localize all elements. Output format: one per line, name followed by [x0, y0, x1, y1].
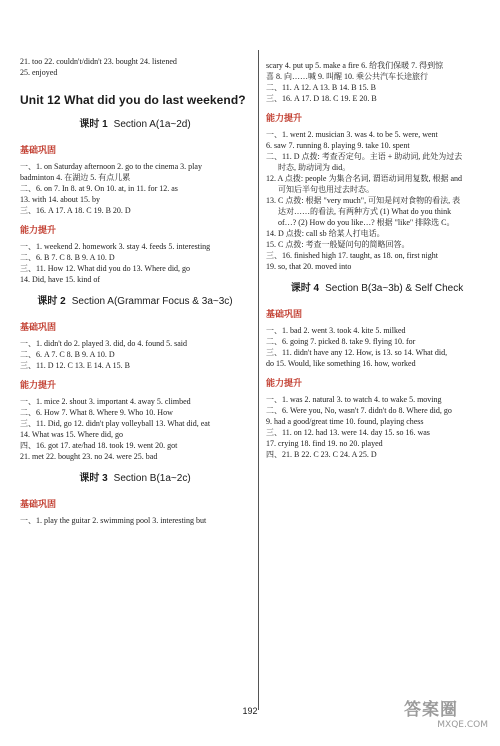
improve-label: 能力提升	[20, 380, 57, 390]
basic-label: 基础巩固	[20, 145, 57, 155]
answer-line: 三、16. finished high 17. taught, as 18. on, first night	[266, 251, 438, 260]
lesson-3-title	[20, 472, 250, 486]
answer-line: 一、1. was 2. natural 3. to watch 4. to wake 5. moving	[266, 395, 442, 404]
answer-line: 15. C 点拨: 考查一般疑问句的简略回答。	[266, 240, 410, 249]
answer-line: 19. so, that 20. moved into	[266, 262, 352, 271]
lesson-4-improve-answers	[266, 394, 488, 460]
lesson-section: Section B(1a~2c)	[113, 473, 191, 484]
answer-line: 14. D 点拨: call sb 给某人打电话。	[266, 229, 385, 238]
answer-line: 21. met 22. bought 23. no 24. were 25. bad	[20, 452, 158, 461]
lesson-3-basic-answers	[20, 515, 250, 526]
improve-label: 能力提升	[266, 378, 303, 388]
answer-line: 一、1. mice 2. shout 3. important 4. away 5. climbed	[20, 397, 191, 406]
answer-line: 一、1. on Saturday afternoon 2. go to the cinema 3. play	[20, 162, 202, 171]
watermark-url: MXQE.COM	[437, 720, 488, 730]
column-divider	[258, 50, 259, 710]
improve-label: 能力提升	[20, 225, 57, 235]
answer-line: 三、11. D 12. C 13. E 14. A 15. B	[20, 361, 130, 370]
answer-line: 二、6. B 7. C 8. B 9. A 10. D	[20, 253, 115, 262]
answer-line: 二、11. A 12. A 13. B 14. B 15. B	[266, 83, 376, 92]
lesson-2-improve-answers	[20, 396, 250, 462]
right-column	[266, 60, 488, 468]
answer-line: 21. too 22. couldn't/didn't 23. bought 24. listened	[20, 57, 177, 66]
right-top-block	[266, 60, 488, 104]
answer-line: do 15. Would, like something 16. how, worked	[266, 359, 416, 368]
lesson-number: 课时 3	[79, 473, 108, 484]
answer-line: 三、16. A 17. A 18. C 19. B 20. D	[20, 206, 131, 215]
answer-line: 二、11. D 点拨: 考查否定句。主语 + 助动词, 此处为过去	[266, 152, 463, 161]
answer-line: 二、6. How 7. What 8. Where 9. Who 10. How	[20, 408, 173, 417]
lesson-4-basic-answers	[266, 325, 488, 369]
answer-line: 四、21. B 22. C 23. C 24. A 25. D	[266, 450, 377, 459]
lesson-section: Section B(3a~3b) & Self Check	[325, 283, 464, 294]
answer-line: 14. Did, have 15. kind of	[20, 275, 100, 284]
answer-line: 三、11. on 12. had 13. were 14. day 15. so 16. was	[266, 428, 430, 437]
lesson-1-basic-answers	[20, 161, 250, 216]
answer-line: 四、16. got 17. ate/had 18. took 19. went 20. got	[20, 441, 178, 450]
lesson-3-improve-answers	[266, 129, 488, 272]
left-top-block	[20, 56, 250, 78]
lesson-1-improve-answers	[20, 241, 250, 285]
answer-line: 9. had a good/great time 10. found, playing chess	[266, 417, 424, 426]
answer-line: of…? (2) How do you like…? 根据 "like" 排除选 C。	[278, 218, 455, 227]
answer-line: 13. C 点拨: 根据 "very much", 可知是问对食物的看法, 表	[266, 196, 461, 205]
answer-line: 一、1. weekend 2. homework 3. stay 4. feeds 5. interesting	[20, 242, 211, 251]
answer-line: 14. What was 15. Where did, go	[20, 430, 124, 439]
answer-line: 一、1. went 2. musician 3. was 4. to be 5. were, went	[266, 130, 438, 139]
page-number: 192	[242, 706, 258, 716]
answer-line: scary 4. put up 5. make a fire 6. 给我们保暖 7. 得到惊	[266, 61, 444, 70]
lesson-number: 课时 1	[79, 119, 108, 130]
watermark-text: 答案圈	[404, 700, 458, 720]
watermark-logo	[404, 700, 492, 740]
answer-line: 二、6. Were you, No, wasn't 7. didn't do 8. Where did, go	[266, 406, 452, 415]
answer-line: 喜 8. 向……喊 9. 叫醒 10. 乘公共汽车长途旅行	[266, 72, 428, 81]
answer-line: 二、6. on 7. In 8. at 9. On 10. at, in 11. for 12. as	[20, 184, 178, 193]
answer-line: 一、1. play the guitar 2. swimming pool 3. interesting but	[20, 516, 207, 525]
basic-label: 基础巩固	[20, 499, 57, 509]
answer-line: 三、11. didn't have any 12. How, is 13. so 14. What did,	[266, 348, 448, 357]
answer-line: 三、11. How 12. What did you do 13. Where did, go	[20, 264, 191, 273]
basic-label: 基础巩固	[20, 322, 57, 332]
answer-line: 一、1. didn't do 2. played 3. did, do 4. found 5. said	[20, 339, 187, 348]
lesson-number: 课时 2	[37, 296, 66, 307]
answer-line: 一、1. bad 2. went 3. took 4. kite 5. milked	[266, 326, 406, 335]
lesson-1-title	[20, 118, 250, 132]
answer-line: 达对……的看法, 有两种方式 (1) What do you think	[278, 207, 452, 216]
improve-label: 能力提升	[266, 113, 303, 123]
answer-line: 二、6. going 7. picked 8. take 9. flying 10. for	[266, 337, 416, 346]
lesson-4-title	[266, 282, 488, 296]
answer-line: 6. saw 7. running 8. playing 9. take 10. spent	[266, 141, 410, 150]
answer-line: 可知后半句也用过去时态。	[278, 185, 374, 194]
unit-title: Unit 12 What did you do last weekend?	[20, 93, 246, 107]
lesson-2-basic-answers	[20, 338, 250, 371]
basic-label: 基础巩固	[266, 309, 303, 319]
lesson-2-title	[20, 295, 250, 309]
answer-line: 17. crying 18. find 19. no 20. played	[266, 439, 383, 448]
answer-line: 时态, 助动词为 did。	[278, 163, 351, 172]
lesson-section: Section A(Grammar Focus & 3a~3c)	[71, 296, 233, 307]
answer-line: badminton 4. 在湖边 5. 有点儿累	[20, 173, 131, 182]
answer-line: 三、11. Did, go 12. didn't play volleyball 13. What did, eat	[20, 419, 211, 428]
answer-line: 三、16. A 17. D 18. C 19. E 20. B	[266, 94, 377, 103]
lesson-section: Section A(1a~2d)	[113, 119, 191, 130]
lesson-number: 课时 4	[290, 283, 320, 294]
answer-line: 25. enjoyed	[20, 68, 58, 77]
answer-line: 13. with 14. about 15. by	[20, 195, 100, 204]
left-column	[20, 56, 250, 534]
answer-line: 12. A 点拨: people 为集合名词, 谓语动词用复数, 根据 and	[266, 174, 462, 183]
answer-line: 二、6. A 7. C 8. B 9. A 10. D	[20, 350, 115, 359]
